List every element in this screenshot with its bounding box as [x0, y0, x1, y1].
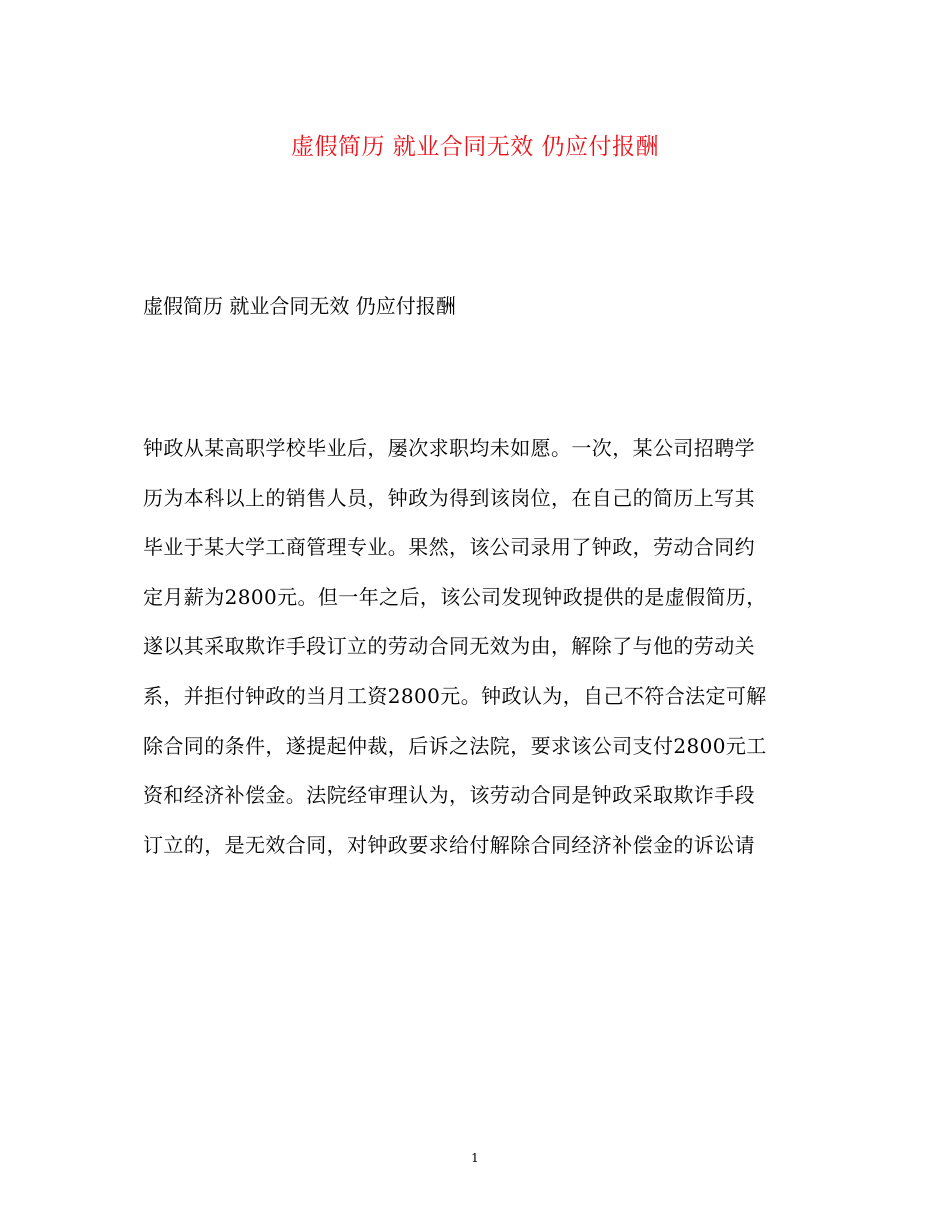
- body-line: 毕业于某大学工商管理专业。果然，该公司录用了钟政，劳动合同约: [143, 535, 755, 560]
- body-line: 除合同的条件，遂提起仲裁，后诉之法院，要求该公司支付2800元工: [143, 733, 767, 758]
- page-number: 1: [471, 1151, 479, 1165]
- body-line: 定月薪为2800元。但一年之后，该公司发现钟政提供的是虚假简历，: [143, 584, 767, 609]
- body-line: 系，并拒付钟政的当月工资2800元。钟政认为，自己不符合法定可解: [143, 683, 767, 708]
- body-line: 历为本科以上的销售人员，钟政为得到该岗位，在自己的简历上写其: [143, 485, 755, 510]
- body-line: 资和经济补偿金。法院经审理认为，该劳动合同是钟政采取欺诈手段: [143, 783, 755, 808]
- page-title: 虚假简历 就业合同无效 仍应付报酬: [290, 134, 660, 160]
- article-subtitle: 虚假简历 就业合同无效 仍应付报酬: [143, 294, 456, 318]
- body-line: 订立的，是无效合同，对钟政要求给付解除合同经济补偿金的诉讼请: [143, 832, 755, 857]
- article-body: [143, 432, 823, 878]
- body-line: 遂以其采取欺诈手段订立的劳动合同无效为由，解除了与他的劳动关: [143, 634, 755, 659]
- body-line: 钟政从某高职学校毕业后，屡次求职均未如愿。一次，某公司招聘学: [143, 436, 755, 460]
